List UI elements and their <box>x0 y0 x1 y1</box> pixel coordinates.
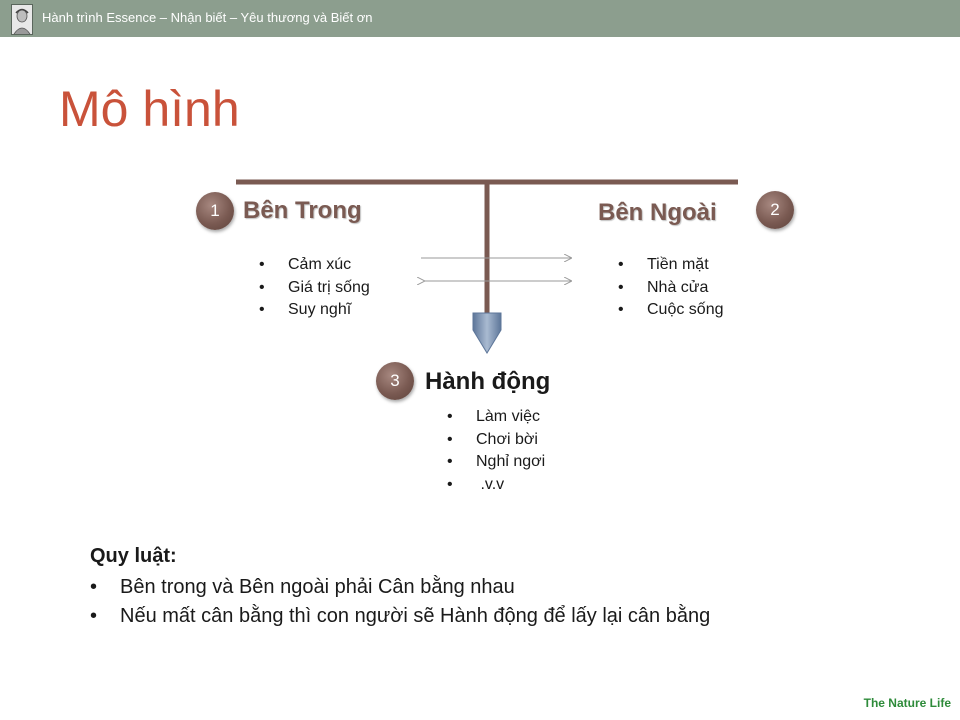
list-item: • Nghỉ ngơi <box>447 451 545 474</box>
action-list <box>447 406 545 496</box>
down-arrow-icon <box>473 313 501 353</box>
rule-item: • Nếu mất cân bằng thì con người sẽ Hành động để lấy lại cân bằng <box>90 602 710 631</box>
outer-list <box>618 254 724 322</box>
list-item: • .v.v <box>447 474 545 497</box>
header-title: Hành trình Essence – Nhận biết – Yêu thương và Biết ơn <box>42 10 373 25</box>
step-badge-3: 3 <box>376 362 414 400</box>
list-item: • Suy nghĩ <box>259 299 370 322</box>
inner-heading: Bên Trong <box>243 197 362 224</box>
rules-title: Quy luật: <box>90 545 177 567</box>
list-item: • Chơi bời <box>447 429 545 452</box>
step-badge-2: 2 <box>756 191 794 229</box>
rule-item: • Bên trong và Bên ngoài phải Cân bằng nhau <box>90 573 710 602</box>
rules-list <box>90 573 710 631</box>
outer-heading: Bên Ngoài <box>598 199 717 226</box>
list-item: • Làm việc <box>447 406 545 429</box>
action-heading: Hành động <box>425 368 551 395</box>
list-item: • Nhà cửa <box>618 277 724 300</box>
inner-list <box>259 254 370 322</box>
list-item: • Tiền mặt <box>618 254 724 277</box>
list-item: • Cuộc sống <box>618 299 724 322</box>
list-item: • Cảm xúc <box>259 254 370 277</box>
slide-title: Mô hình <box>59 81 240 137</box>
step-badge-1: 1 <box>196 192 234 230</box>
list-item: • Giá trị sống <box>259 277 370 300</box>
footer-brand: The Nature Life <box>863 696 951 710</box>
